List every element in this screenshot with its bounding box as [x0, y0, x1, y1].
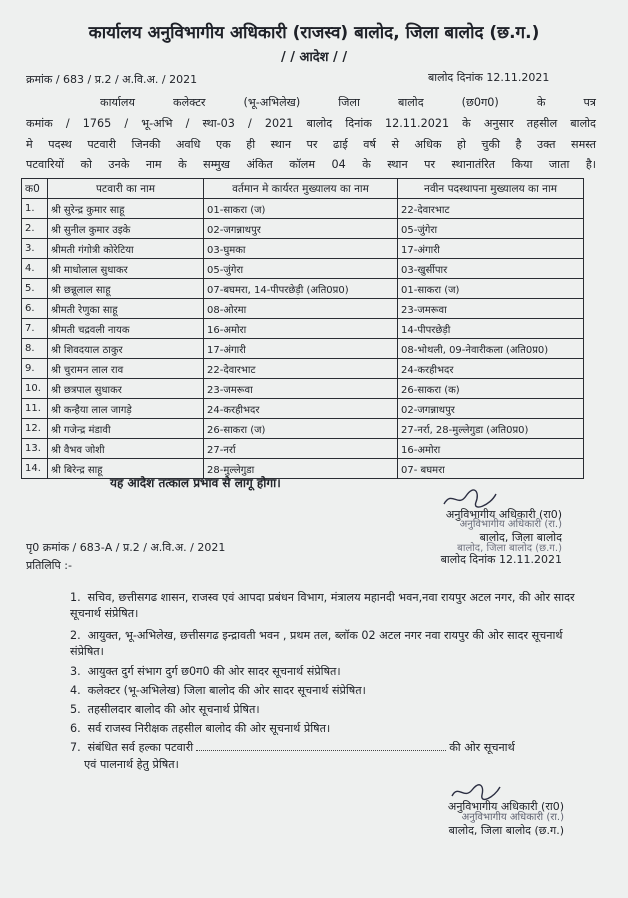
cell-new-hq: 22-देवारभाट — [398, 199, 584, 219]
cell-new-hq: 26-साकरा (क) — [398, 379, 584, 399]
cell-serial: 9. — [22, 359, 48, 379]
cell-name: श्री छन्नूलाल साहू — [48, 279, 204, 299]
cell-current-hq: 16-अमोरा — [204, 319, 398, 339]
order-heading: / / आदेश / / — [280, 50, 348, 65]
order-date: बालोद दिनांक 12.11.2021 — [428, 71, 550, 84]
cell-new-hq: 17-अंगारी — [398, 239, 584, 259]
cell-current-hq: 22-देवारभाट — [204, 359, 398, 379]
cell-current-hq: 01-साकरा (ज) — [204, 199, 398, 219]
cell-new-hq: 14-पीपरछेड़ी — [398, 319, 584, 339]
copy-reference: पृ0 क्रमांक / 683-A / प्र.2 / अ.वि.अ. / 2021 — [26, 541, 226, 554]
copy-item-2 — [70, 628, 580, 660]
signature-1-stamp-2: बालोद, जिला बालोद (छ.ग.) — [457, 542, 562, 554]
copy-item-7 — [70, 740, 580, 756]
cell-name: श्री शिवदयाल ठाकुर — [48, 339, 204, 359]
col-header-current-hq: वर्तमान मे कार्यरत मुख्यालय का नाम — [204, 179, 398, 199]
transfer-table — [21, 178, 584, 479]
copy-item-number: 5. — [70, 703, 81, 716]
table-row — [22, 399, 584, 419]
signature-2-designation: अनुविभागीय अधिकारी (रा0) — [447, 800, 564, 813]
copy-item-6 — [70, 721, 580, 737]
copy-item-text: सचिव, छत्तीसगढ शासन, राजस्व एवं आपदा प्रबंधन विभाग, मंत्रालय महानदी भवन,नवा रायपुर अटल नगर, की ओर सादर सूचनार्थ संप्रेषित। — [70, 591, 575, 621]
copy-item-number: 6. — [70, 722, 81, 735]
table-row — [22, 299, 584, 319]
cell-serial: 12. — [22, 419, 48, 439]
table-header-row — [22, 179, 584, 199]
table-row — [22, 319, 584, 339]
cell-current-hq: 24-करहीभदर — [204, 399, 398, 419]
table-row — [22, 359, 584, 379]
table-row — [22, 379, 584, 399]
copy-item-7-end: की ओर सूचनार्थ — [449, 741, 515, 754]
cell-name: श्री छत्रपाल सुधाकर — [48, 379, 204, 399]
order-reference: क्रमांक / 683 / प्र.2 / अ.वि.अ. / 2021 — [26, 73, 198, 86]
body-line-4: पटवारियों को उनके नाम के सम्मुख अंकित कॉलम 04 के स्थान पर स्थानातंरित किया जाता है। — [26, 158, 596, 171]
copy-item-3 — [70, 664, 580, 680]
cell-name: श्रीमती चद्रवली नायक — [48, 319, 204, 339]
cell-new-hq: 23-जमरूवा — [398, 299, 584, 319]
cell-current-hq: 03-घुमका — [204, 239, 398, 259]
table-row — [22, 339, 584, 359]
table-row — [22, 419, 584, 439]
office-title: कार्यालय अनुविभागीय अधिकारी (राजस्व) बालोद, जिला बालोद (छ.ग.) — [88, 23, 540, 43]
cell-current-hq: 28-मुल्लेगुडा — [204, 459, 398, 479]
cell-current-hq: 08-ओरमा — [204, 299, 398, 319]
table-row — [22, 459, 584, 479]
copy-item-7-start: संबंधित सर्व हल्का पटवारी — [87, 741, 194, 754]
cell-new-hq: 03-खुर्सीपार — [398, 259, 584, 279]
copy-item-text: सर्व राजस्व निरीक्षक तहसील बालोद की ओर सूचनार्थ प्रेषित। — [87, 722, 331, 735]
cell-serial: 10. — [22, 379, 48, 399]
cell-current-hq: 27-नर्रा — [204, 439, 398, 459]
signature-1 — [372, 508, 562, 567]
cell-serial: 1. — [22, 199, 48, 219]
signature-2 — [372, 800, 564, 839]
table-row — [22, 199, 584, 219]
body-line-1: कार्यालय कलेक्टर (भू-अभिलेख) जिला बालोद (छ0ग0) के पत्र — [100, 96, 596, 109]
cell-serial: 5. — [22, 279, 48, 299]
signature-1-designation: अनुविभागीय अधिकारी (रा0) — [445, 508, 562, 521]
cell-name: श्री गजेन्द्र मंडावी — [48, 419, 204, 439]
copy-item-4 — [70, 683, 580, 699]
copy-item-text: तहसीलदार बालोद की ओर सूचनार्थ प्रेषित। — [87, 703, 260, 716]
cell-serial: 13. — [22, 439, 48, 459]
cell-new-hq: 16-अमोरा — [398, 439, 584, 459]
cell-current-hq: 26-साकरा (ज) — [204, 419, 398, 439]
cell-name: श्रीमती रेणुका साहू — [48, 299, 204, 319]
cell-name: श्रीमती गंगोत्री कोरेटिया — [48, 239, 204, 259]
copy-item-text: आयुक्त दुर्ग संभाग दुर्ग छ0ग0 की ओर सादर सूचनार्थ संप्रेषित। — [87, 665, 341, 678]
cell-new-hq: 24-करहीभदर — [398, 359, 584, 379]
cell-name: श्री कन्हैया लाल जागड़े — [48, 399, 204, 419]
table-row — [22, 239, 584, 259]
copy-item-number: 4. — [70, 684, 81, 697]
cell-new-hq: 07- बघमरा — [398, 459, 584, 479]
copy-item-number: 3. — [70, 665, 81, 678]
cell-name: श्री बिरेन्द्र साहू — [48, 459, 204, 479]
signature-2-place: बालोद, जिला बालोद (छ.ग.) — [448, 824, 564, 838]
copy-item-text: कलेक्टर (भू-अभिलेख) जिला बालोद की ओर सादर सूचनार्थ संप्रेषित। — [87, 684, 366, 697]
cell-serial: 4. — [22, 259, 48, 279]
cell-new-hq: 02-जगन्नाथपुर — [398, 399, 584, 419]
cell-name: श्री वैभव जोशी — [48, 439, 204, 459]
cell-name: श्री चुरामन लाल राव — [48, 359, 204, 379]
cell-name: श्री सुनील कुमार उइके — [48, 219, 204, 239]
copy-item-1 — [70, 590, 580, 622]
body-line-3: मे पदस्थ पटवारी जिनकी अवधि एक ही स्थान पर ढाई वर्ष से अधिक हो चुकी है उक्त समस्त — [26, 138, 596, 151]
copy-item-number: 7. — [70, 741, 81, 754]
cell-serial: 6. — [22, 299, 48, 319]
table-row — [22, 219, 584, 239]
cell-name: श्री सुरेन्द्र कुमार साहू — [48, 199, 204, 219]
cell-serial: 7. — [22, 319, 48, 339]
table-row — [22, 259, 584, 279]
body-line-2: कमांक / 1765 / भू-अभि / स्था-03 / 2021 बालोद दिनांक 12.11.2021 के अनुसार तहसील बालोद — [26, 117, 596, 130]
cell-current-hq: 17-अंगारी — [204, 339, 398, 359]
cell-serial: 8. — [22, 339, 48, 359]
signature-scribble-1 — [440, 488, 500, 510]
signature-2-stamp: अनुविभागीय अधिकारी (रा.) — [461, 812, 564, 824]
cell-current-hq: 23-जमरूवा — [204, 379, 398, 399]
cell-current-hq: 05-जुंगेरा — [204, 259, 398, 279]
copy-item-text: आयुक्त, भू-अभिलेख, छत्तीसगढ इन्द्रावती भवन , प्रथम तल, ब्लॉक 02 अटल नगर नवा रायपुर की ओर सादर सूचनार्थ संप्रेषित। — [70, 629, 563, 659]
signature-scribble-2 — [448, 782, 504, 802]
signature-1-date: बालोद दिनांक 12.11.2021 — [440, 552, 562, 566]
cell-serial: 11. — [22, 399, 48, 419]
cell-current-hq: 02-जगन्नाथपुर — [204, 219, 398, 239]
copy-item-5 — [70, 702, 580, 718]
cell-new-hq: 01-साकरा (ज) — [398, 279, 584, 299]
cell-serial: 2. — [22, 219, 48, 239]
signature-1-stamp: अनुविभागीय अधिकारी (रा.) — [459, 519, 562, 531]
table-row — [22, 279, 584, 299]
cell-serial: 3. — [22, 239, 48, 259]
cell-new-hq: 08-भोथली, 09-नेवारीकला (अति0प्र0) — [398, 339, 584, 359]
col-header-patwari-name: पटवारी का नाम — [48, 179, 204, 199]
col-header-new-hq: नवीन पदस्थापना मुख्यालय का नाम — [398, 179, 584, 199]
col-header-serial: क0 — [22, 179, 48, 199]
cell-new-hq: 05-जुंगेरा — [398, 219, 584, 239]
cell-current-hq: 07-बघमरा, 14-पीपरछेड़ी (अति0प्र0) — [204, 279, 398, 299]
cell-serial: 14. — [22, 459, 48, 479]
copy-item-number: 1. — [70, 591, 81, 604]
copy-item-7-line2: एवं पालनार्थ हेतु प्रेषित। — [84, 758, 179, 771]
copy-item-number: 2. — [70, 629, 81, 642]
signature-1-place: बालोद, जिला बालोद — [479, 531, 562, 545]
effect-note: यह आदेश तत्काल प्रभाव से लागू होगा। — [110, 476, 281, 490]
copy-label: प्रतिलिपि :- — [26, 559, 72, 572]
fill-in-blank — [196, 740, 446, 751]
cell-name: श्री माधोलाल सुधाकर — [48, 259, 204, 279]
table-row — [22, 439, 584, 459]
cell-new-hq: 27-नर्रा, 28-मुल्लेगुडा (अति0प्र0) — [398, 419, 584, 439]
